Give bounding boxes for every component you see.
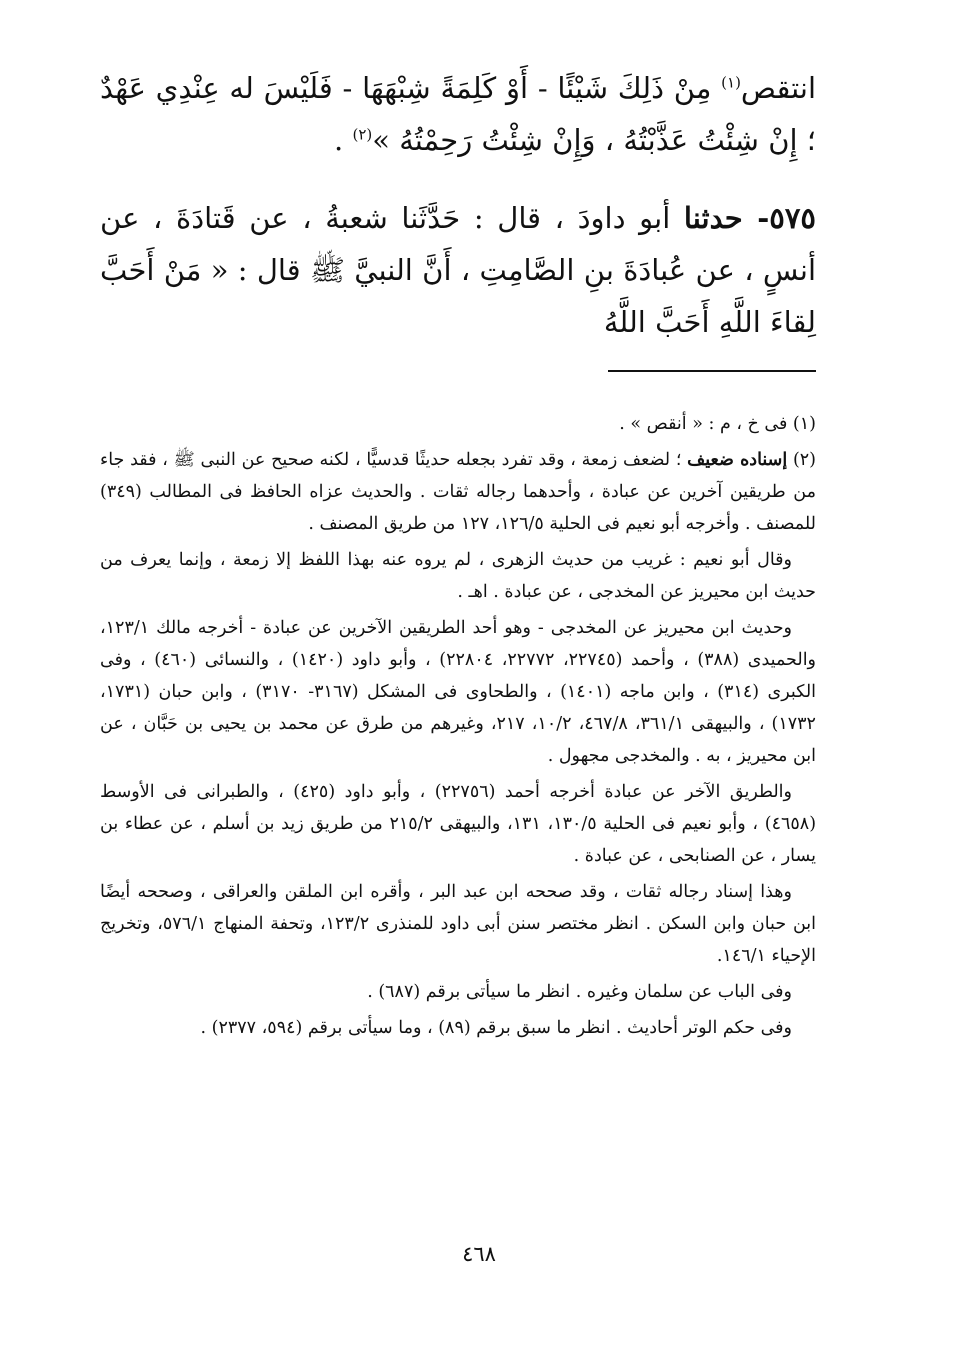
page-content <box>100 62 816 1048</box>
hadith-opening: حدثنا <box>683 201 758 235</box>
main-text <box>100 62 816 348</box>
footnote-paragraph-2: وقال أبو نعيم : غريب من حديث الزهرى ، لم يروه عنه بهذا اللفظ إلا زمعة ، وإنما يعرف من حديث ابن محيريز عن المخدجى ، عن عبادة . اهـ . <box>100 550 816 602</box>
main-paragraph-1 <box>100 62 816 166</box>
footnote-ref-2[interactable]: (٢) <box>352 125 373 144</box>
footnote-paragraph-5: وهذا إسناد رجاله ثقات ، وقد صححه ابن عبد البر ، وأقره ابن الملقن والعراقى ، وصححه أيضًا ابن حبان وابن السكن . انظر مختصر سنن أبى داود للمنذرى ١٢٣/٢، وتحفة المنهاج ٥٧٦/١، وتخريج الإحياء ١٤٦/١. <box>100 882 816 966</box>
footnote-1: (١) فى خ ، م : « أنقص » . <box>619 414 816 434</box>
footnote-paragraph-4: والطريق الآخر عن عبادة أخرجه أحمد (٢٢٧٥٦) ، وأبو داود (٤٢٥) ، والطبرانى فى الأوسط (٤٦٥٨) ، وأبو نعيم فى الحلية ١٣٠/٥، ١٣١، والبيهقى ٢١٥/٢ من طريق زيد بن أسلم ، عن عطاء بن يسار ، عن الصنابحى ، عن عبادة . <box>100 782 817 866</box>
footnote-paragraph-7: وفى حكم الوتر أحاديث . انظر ما سبق برقم (٨٩) ، وما سيأتى برقم (٥٩٤، ٢٣٧٧) . <box>200 1018 792 1038</box>
footnote-paragraph-3: وحديث ابن محيريز عن المخدجى - وهو أحد الطريقين الآخرين عن عبادة - أخرجه مالك ١٢٣/١، والحميدى (٣٨٨) ، وأحمد (٢٢٧٤٥، ٢٢٧٧٢، ٢٢٨٠٤) ، وأبو داود (١٤٢٠) ، والنسائى (٤٦٠) ، وفى الكبرى (٣١٤) ، وابن ماجه (١٤٠١) ، والطحاوى فى المشكل (٣١٦٧- ٣١٧٠) ، وابن حبان (١٧٣١، ١٧٣٢) ، والبيهقى ٣٦١/١، ٤٦٧/٨، ١٠/٢، ٢١٧، وغيرهم من طرق عن محمد بن يحيى بن حَبَّان ، عن ابن محيريز ، به . والمخدجى مجهول . <box>100 618 817 766</box>
main-line1-rest: مِنْ ذَلِكَ شَيْئًا - أَوْ كَلِمَةً شِبْهَهَا - فَلَيْسَ له عِنْدِي عَهْدٌ ؛ إِنْ شِئْتُ عَذَّبْتُهُ ، وَإِنْ شِئْتُ رَحِمْتُهُ » <box>100 71 816 157</box>
hadith-text: أبو داودَ ، قال : حَدَّثَنا شعبةُ ، عن قَتادَةَ ، عن أنسٍ ، عن عُبادَةَ بنِ الصَّامِتِ ، أَنَّ النبيَّ ﷺ قال : « مَنْ أَحَبَّ لِقاءَ اللَّهِ أَحَبَّ اللَّهُ <box>100 201 816 339</box>
footnote-paragraph-6: وفى الباب عن سلمان وغيره . انظر ما سيأتى برقم (٦٨٧) . <box>367 982 792 1002</box>
hadith-number: ٥٧٥- <box>757 201 817 235</box>
footnote-divider <box>608 370 816 372</box>
footnote-ref-1[interactable]: (١) <box>721 73 741 92</box>
page-number: ٤٦٨ <box>462 1242 496 1266</box>
footnote-2-grade: إسناده ضعيف <box>687 450 788 470</box>
main-line1-text: انتقص <box>740 71 816 105</box>
footnote-2-number: (٢) <box>787 450 816 470</box>
footnotes <box>100 408 816 1044</box>
main-line1-end: . <box>334 123 353 157</box>
footnote-2 <box>100 444 816 540</box>
hadith-575 <box>100 192 816 348</box>
footnote-2-text: ؛ لضعف زمعة ، وقد تفرد بجعله حديثًا قدسيًّا ، لكنه صحيح عن النبى ﷺ ، فقد جاء من طريقين آخرين عن عبادة ، وأحدهما رجاله ثقات . والحديث عزاه الحافظ فى المطالب (٣٤٩) للمصنف . وأخرجه أبو نعيم فى الحلية ١٢٦/٥، ١٢٧ من طريق المصنف . <box>100 450 816 534</box>
